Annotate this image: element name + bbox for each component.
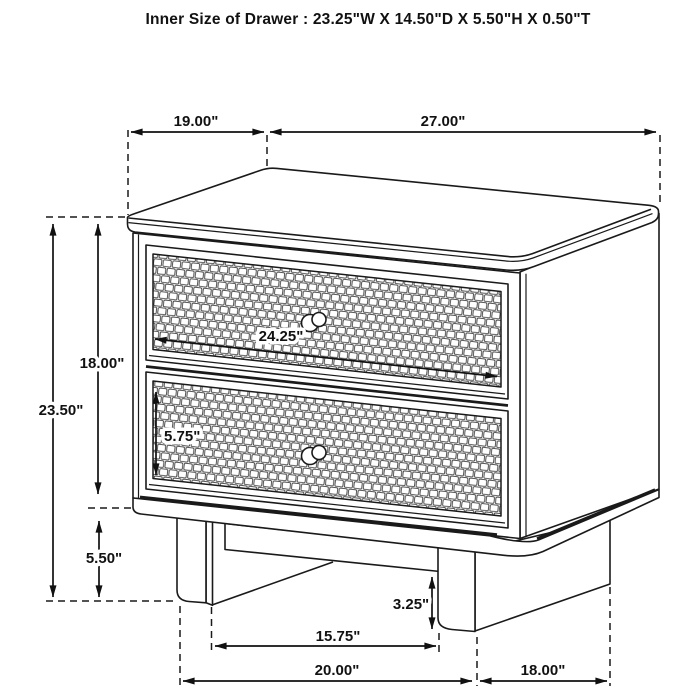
dim-label-top-width: 27.00" <box>420 113 466 130</box>
dim-label-leg-span: 15.75" <box>315 628 361 645</box>
front-right-leg <box>438 548 475 632</box>
dim-label-leg-height: 5.50" <box>85 550 123 567</box>
dim-label-base-width: 20.00" <box>314 662 360 679</box>
dimension-base-depth <box>480 662 607 681</box>
front-left-leg-side <box>206 520 213 606</box>
dimension-overall-height <box>39 224 84 597</box>
dimension-base-clearance <box>393 577 432 629</box>
front-left-leg <box>177 517 206 603</box>
dimension-case-height <box>80 224 125 494</box>
dim-label-overall-height: 23.50" <box>38 402 84 419</box>
base-cross-brace <box>212 562 333 605</box>
dim-label-case-height: 18.00" <box>79 355 125 372</box>
case <box>133 214 659 557</box>
dimension-top-width <box>270 113 656 132</box>
dimension-leg-span <box>215 628 436 646</box>
dim-label-drawer-width: 24.25" <box>258 328 304 345</box>
dim-label-base-clearance: 3.25" <box>392 596 430 613</box>
dim-label-top-depth: 19.00" <box>173 113 219 130</box>
drawing-title: Inner Size of Drawer : 23.25"W X 14.50"D X 5.50"H X 0.50"T <box>145 11 591 28</box>
dim-label-drawer-height: 5.75" <box>164 428 201 445</box>
dimension-leg-height <box>86 521 122 597</box>
dimension-top-depth <box>131 113 264 132</box>
dim-label-base-depth: 18.00" <box>520 662 566 679</box>
dimension-base-width <box>183 662 472 681</box>
